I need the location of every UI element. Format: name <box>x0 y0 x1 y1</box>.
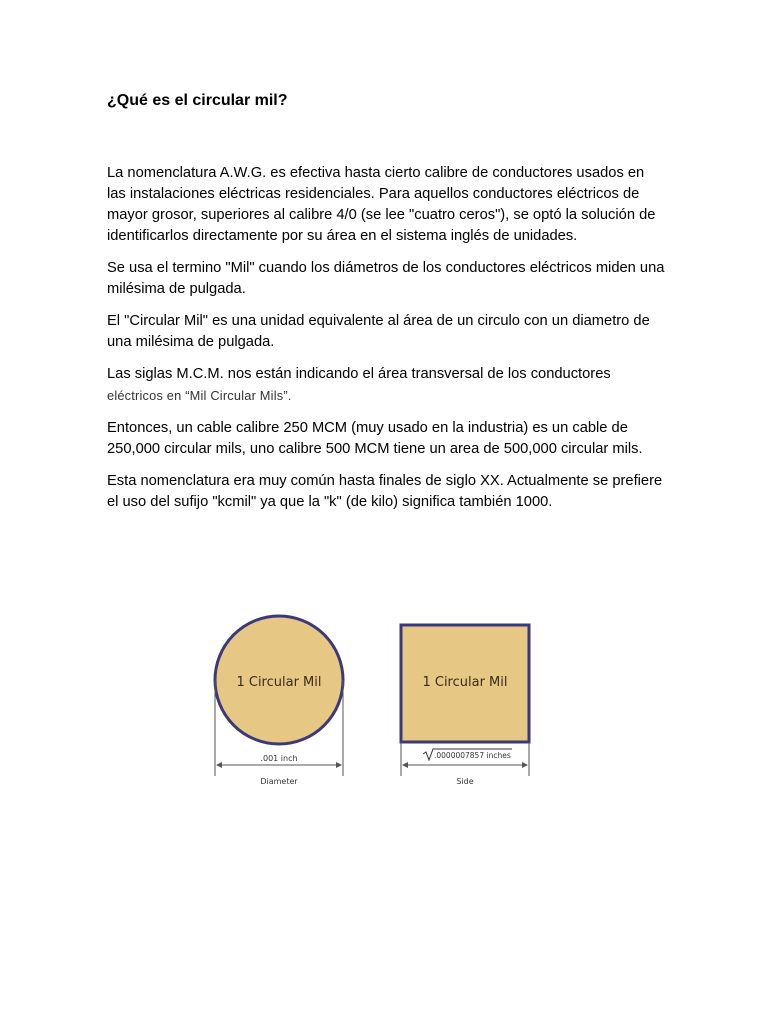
paragraph-awg: La nomenclatura A.W.G. es efectiva hasta cierto calibre de conductores usados en las instalaciones eléctricas residenciales. Para aquellos conductores eléctricos de mayor grosor, superiores al calibre 4/0 (se lee "cuatro ceros"), se optó la solución de identificarlos directamente por su área en el sistema inglés de unidades. <box>107 165 656 244</box>
paragraph-mcm <box>107 364 667 407</box>
circle-arrow-right <box>336 762 342 768</box>
document-body <box>107 163 667 524</box>
circle-dimension: .001 inch <box>260 754 298 763</box>
circle-diagram <box>215 616 343 786</box>
paragraph-mcm-main: Las siglas M.C.M. nos están indicando el área transversal de los conductores <box>107 366 611 382</box>
square-arrow-right <box>522 762 528 768</box>
square-diagram <box>401 625 529 786</box>
page-title: ¿Qué es el circular mil? <box>107 92 288 109</box>
circle-caption: Diameter <box>260 777 298 786</box>
circular-mil-figure <box>200 610 545 800</box>
paragraph-circular-mil: El "Circular Mil" es una unidad equivalente al área de un circulo con un diametro de una milésima de pulgada. <box>107 313 650 350</box>
paragraph-mcm-continuation: eléctricos en “Mil Circular Mils”. <box>107 388 292 403</box>
square-caption: Side <box>456 777 474 786</box>
circle-label: 1 Circular Mil <box>236 675 322 690</box>
square-dimension: .0000007857 inches <box>434 751 511 760</box>
paragraph-example: Entonces, un cable calibre 250 MCM (muy usado en la industria) es un cable de 250,000 circular mils, uno calibre 500 MCM tiene un area de 500,000 circular mils. <box>107 420 643 457</box>
paragraph-kcmil: Esta nomenclatura era muy común hasta finales de siglo XX. Actualmente se prefiere el uso del sufijo "kcmil" ya que la "k" (de kilo) significa también 1000. <box>107 473 663 510</box>
square-label: 1 Circular Mil <box>422 675 508 690</box>
square-arrow-left <box>402 762 408 768</box>
circle-arrow-left <box>216 762 222 768</box>
paragraph-mil: Se usa el termino "Mil" cuando los diámetros de los conductores eléctricos miden una milésima de pulgada. <box>107 260 665 297</box>
